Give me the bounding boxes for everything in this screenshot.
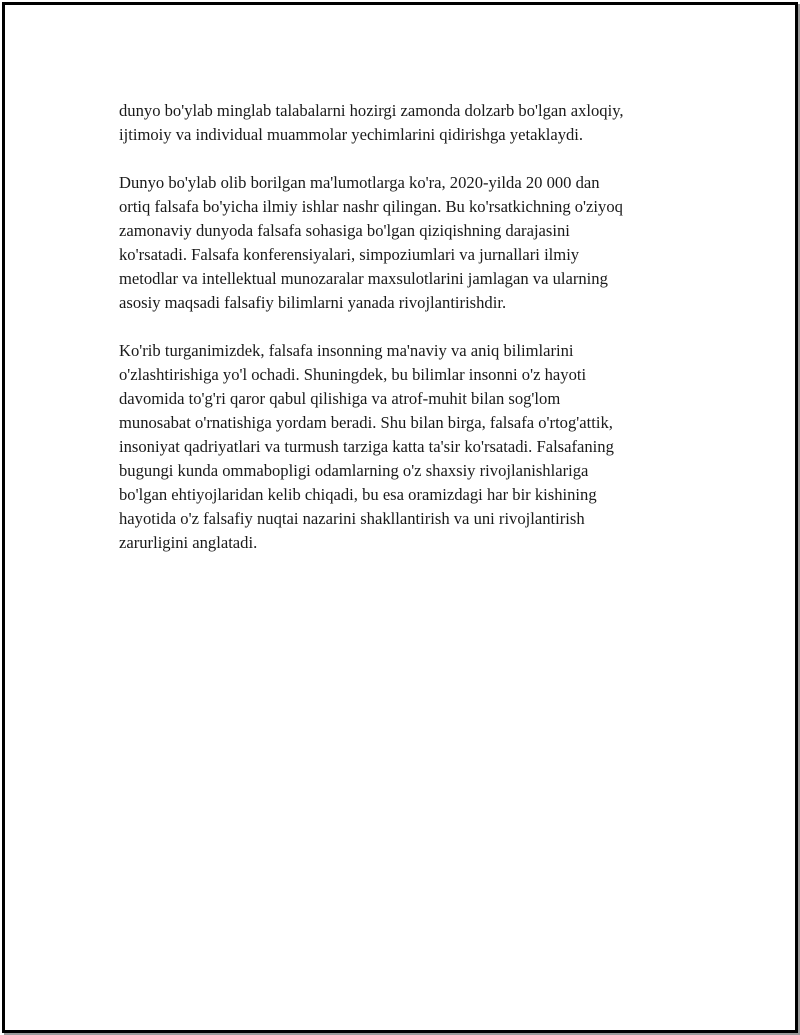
document-page <box>2 2 798 1033</box>
paragraph-1: dunyo bo'ylab minglab talabalarni hozirgi zamonda dolzarb bo'lgan axloqiy, ijtimoiy va individual muammolar yechimlarini qidirishga yetaklaydi. <box>119 101 624 144</box>
paragraph-3: Ko'rib turganimizdek, falsafa insonning ma'naviy va aniq bilimlarini o'zlashtirishiga yo'l ochadi. Shuningdek, bu bilimlar insonni o'z hayoti davomida to'g'ri qaror qabul qilishiga va atrof-muhit bilan sog'lom munosabat o'rnatishiga yordam beradi. Shu bilan birga, falsafa o'rtog'attik, insoniyat qadriyatlari va turmush tarziga katta ta'sir ko'rsatadi. Falsafaning bugungi kunda ommabopligi odamlarning o'z shaxsiy rivojlanishlariga bo'lgan ehtiyojlaridan kelib chiqadi, bu esa oramizdagi har bir kishining hayotida o'z falsafiy nuqtai nazarini shakllantirish va uni rivojlantirish zarurligini anglatadi. <box>119 341 614 552</box>
paragraph-2: Dunyo bo'ylab olib borilgan ma'lumotlarga ko'ra, 2020-yilda 20 000 dan ortiq falsafa bo'yicha ilmiy ishlar nashr qilingan. Bu ko'rsatkichning o'ziyoq zamonaviy dunyoda falsafa sohasiga bo'lgan qiziqishning darajasini ko'rsatadi. Falsafa konferensiyalari, simpoziumlari va jurnallari ilmiy metodlar va intellektual munozaralar maxsulotlarini jamlagan va ularning asosiy maqsadi falsafiy bilimlarni yanada rivojlantirishdir. <box>119 173 623 312</box>
page-body <box>119 99 704 579</box>
